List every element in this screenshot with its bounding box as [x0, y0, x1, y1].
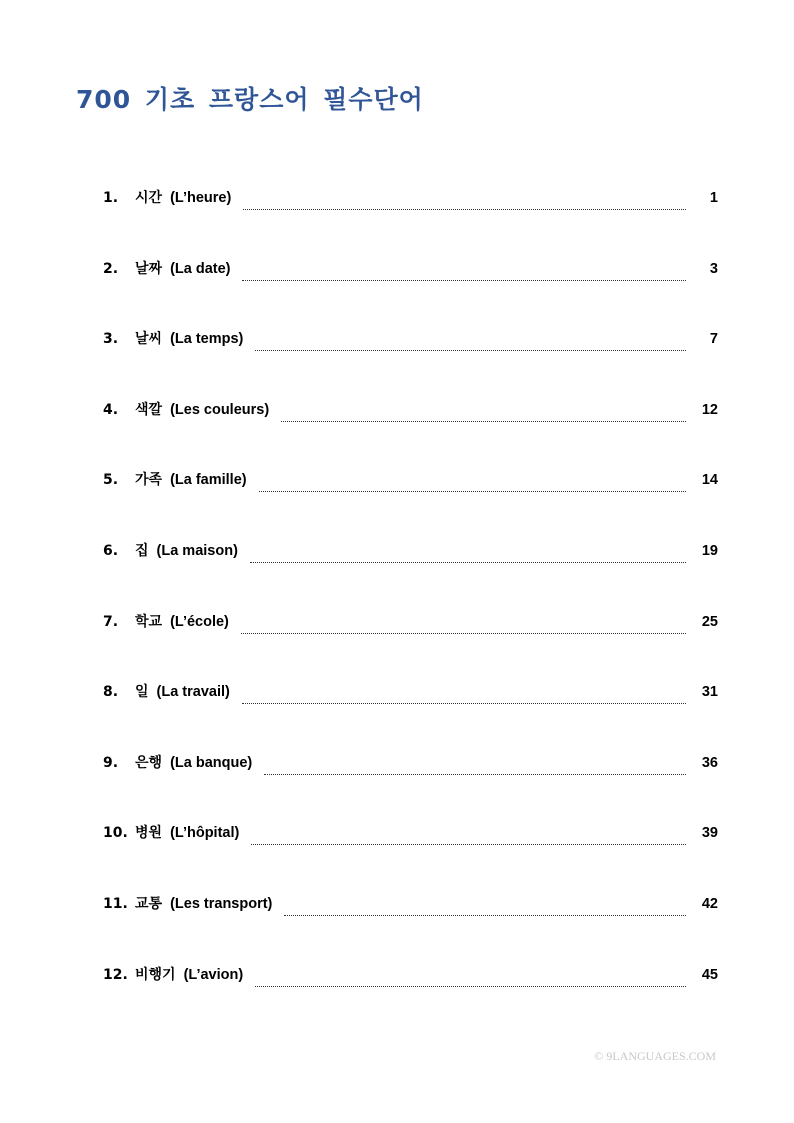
- dot-leader: [250, 562, 686, 563]
- toc-entry-korean-title: 학교: [135, 613, 163, 630]
- toc-entry-korean-title: 날짜: [135, 260, 163, 277]
- dot-leader: [281, 421, 686, 422]
- toc-entry-number: 2.: [103, 260, 119, 277]
- toc-entry-french-title: (La travail): [156, 684, 230, 701]
- toc-entry-number: 4.: [103, 401, 119, 418]
- toc-entry-french-title: (La date): [170, 260, 231, 277]
- toc-entry-french-title: (La famille): [170, 472, 247, 489]
- dot-leader: [251, 844, 686, 845]
- dot-leader: [243, 209, 686, 210]
- toc-entry-number: 6.: [103, 542, 119, 559]
- toc-entry-korean-title: 일: [135, 684, 149, 701]
- toc-entry-page-number: 19: [701, 542, 718, 559]
- dot-leader: [242, 280, 686, 281]
- toc-entry-number: 8.: [103, 684, 119, 701]
- toc-entry[interactable]: [103, 399, 718, 470]
- toc-entry-number: 5.: [103, 472, 119, 489]
- toc-entry-korean-title: 병원: [135, 825, 163, 842]
- toc-entry-page-number: 31: [701, 684, 718, 701]
- toc-entry-korean-title: 비행기: [135, 966, 176, 983]
- copyright-footer: © 9LANGUAGES.COM: [594, 1049, 716, 1063]
- dot-leader: [259, 491, 686, 492]
- toc-entry[interactable]: [103, 752, 718, 823]
- toc-entry-korean-title: 은행: [135, 754, 163, 771]
- toc-entry-french-title: (La banque): [170, 754, 253, 771]
- toc-entry-french-title: (L’heure): [170, 190, 232, 206]
- dot-leader: [284, 915, 685, 916]
- toc-entry-korean-title: 시간: [135, 190, 163, 206]
- toc-entry-french-title: (L’hôpital): [170, 825, 240, 842]
- toc-entry-korean-title: 교통: [135, 895, 163, 912]
- toc-entry-korean-title: 가족: [135, 472, 163, 489]
- toc-entry-page-number: 25: [701, 613, 718, 630]
- toc-entry-page-number: 45: [701, 966, 718, 983]
- toc-entry-number: 1.: [103, 190, 119, 206]
- dot-leader: [255, 986, 686, 987]
- toc-entry[interactable]: [103, 611, 718, 682]
- toc-entry-page-number: 42: [701, 895, 718, 912]
- toc-entry-page-number: 39: [701, 825, 718, 842]
- toc-entry[interactable]: [103, 822, 718, 893]
- toc-entry-number: 7.: [103, 613, 119, 630]
- dot-leader: [264, 774, 686, 775]
- toc-entry-french-title: (L’école): [170, 613, 229, 630]
- toc-entry[interactable]: [103, 681, 718, 752]
- toc-entry[interactable]: [103, 469, 718, 540]
- toc-entry-page-number: 12: [701, 401, 718, 418]
- toc-entry-page-number: 36: [701, 754, 718, 771]
- toc-entry[interactable]: [103, 964, 718, 1035]
- toc-entry[interactable]: [103, 187, 718, 258]
- toc-entry[interactable]: [103, 540, 718, 611]
- toc-entry-number: 12.: [103, 966, 128, 983]
- toc-entry-french-title: (Les couleurs): [170, 401, 270, 418]
- toc-entry-korean-title: 색깔: [135, 401, 163, 418]
- toc-entry-page-number: 3: [709, 260, 718, 277]
- dot-leader: [242, 703, 686, 704]
- toc-entry-number: 10.: [103, 825, 128, 842]
- toc-entry-french-title: (Les transport): [170, 895, 273, 912]
- toc-entry-french-title: (La maison): [156, 542, 238, 559]
- toc-entry-korean-title: 날씨: [135, 331, 163, 348]
- toc-entry-page-number: 7: [709, 331, 718, 348]
- toc-entry-french-title: (La temps): [170, 331, 244, 348]
- toc-entry-korean-title: 집: [135, 542, 149, 559]
- toc-entry-number: 9.: [103, 754, 119, 771]
- toc-entry-page-number: 14: [701, 472, 718, 489]
- toc-entry-number: 11.: [103, 895, 128, 912]
- toc-entry-page-number: 1: [709, 190, 718, 206]
- page-title: 700 기초 프랑스어 필수단어: [76, 85, 424, 114]
- dot-leader: [241, 633, 686, 634]
- toc-entry-french-title: (L’avion): [183, 966, 244, 983]
- dot-leader: [255, 350, 686, 351]
- toc-entry-number: 3.: [103, 331, 119, 348]
- toc-entry[interactable]: [103, 328, 718, 399]
- table-of-contents: [103, 187, 718, 1034]
- toc-entry[interactable]: [103, 258, 718, 329]
- toc-entry[interactable]: [103, 893, 718, 964]
